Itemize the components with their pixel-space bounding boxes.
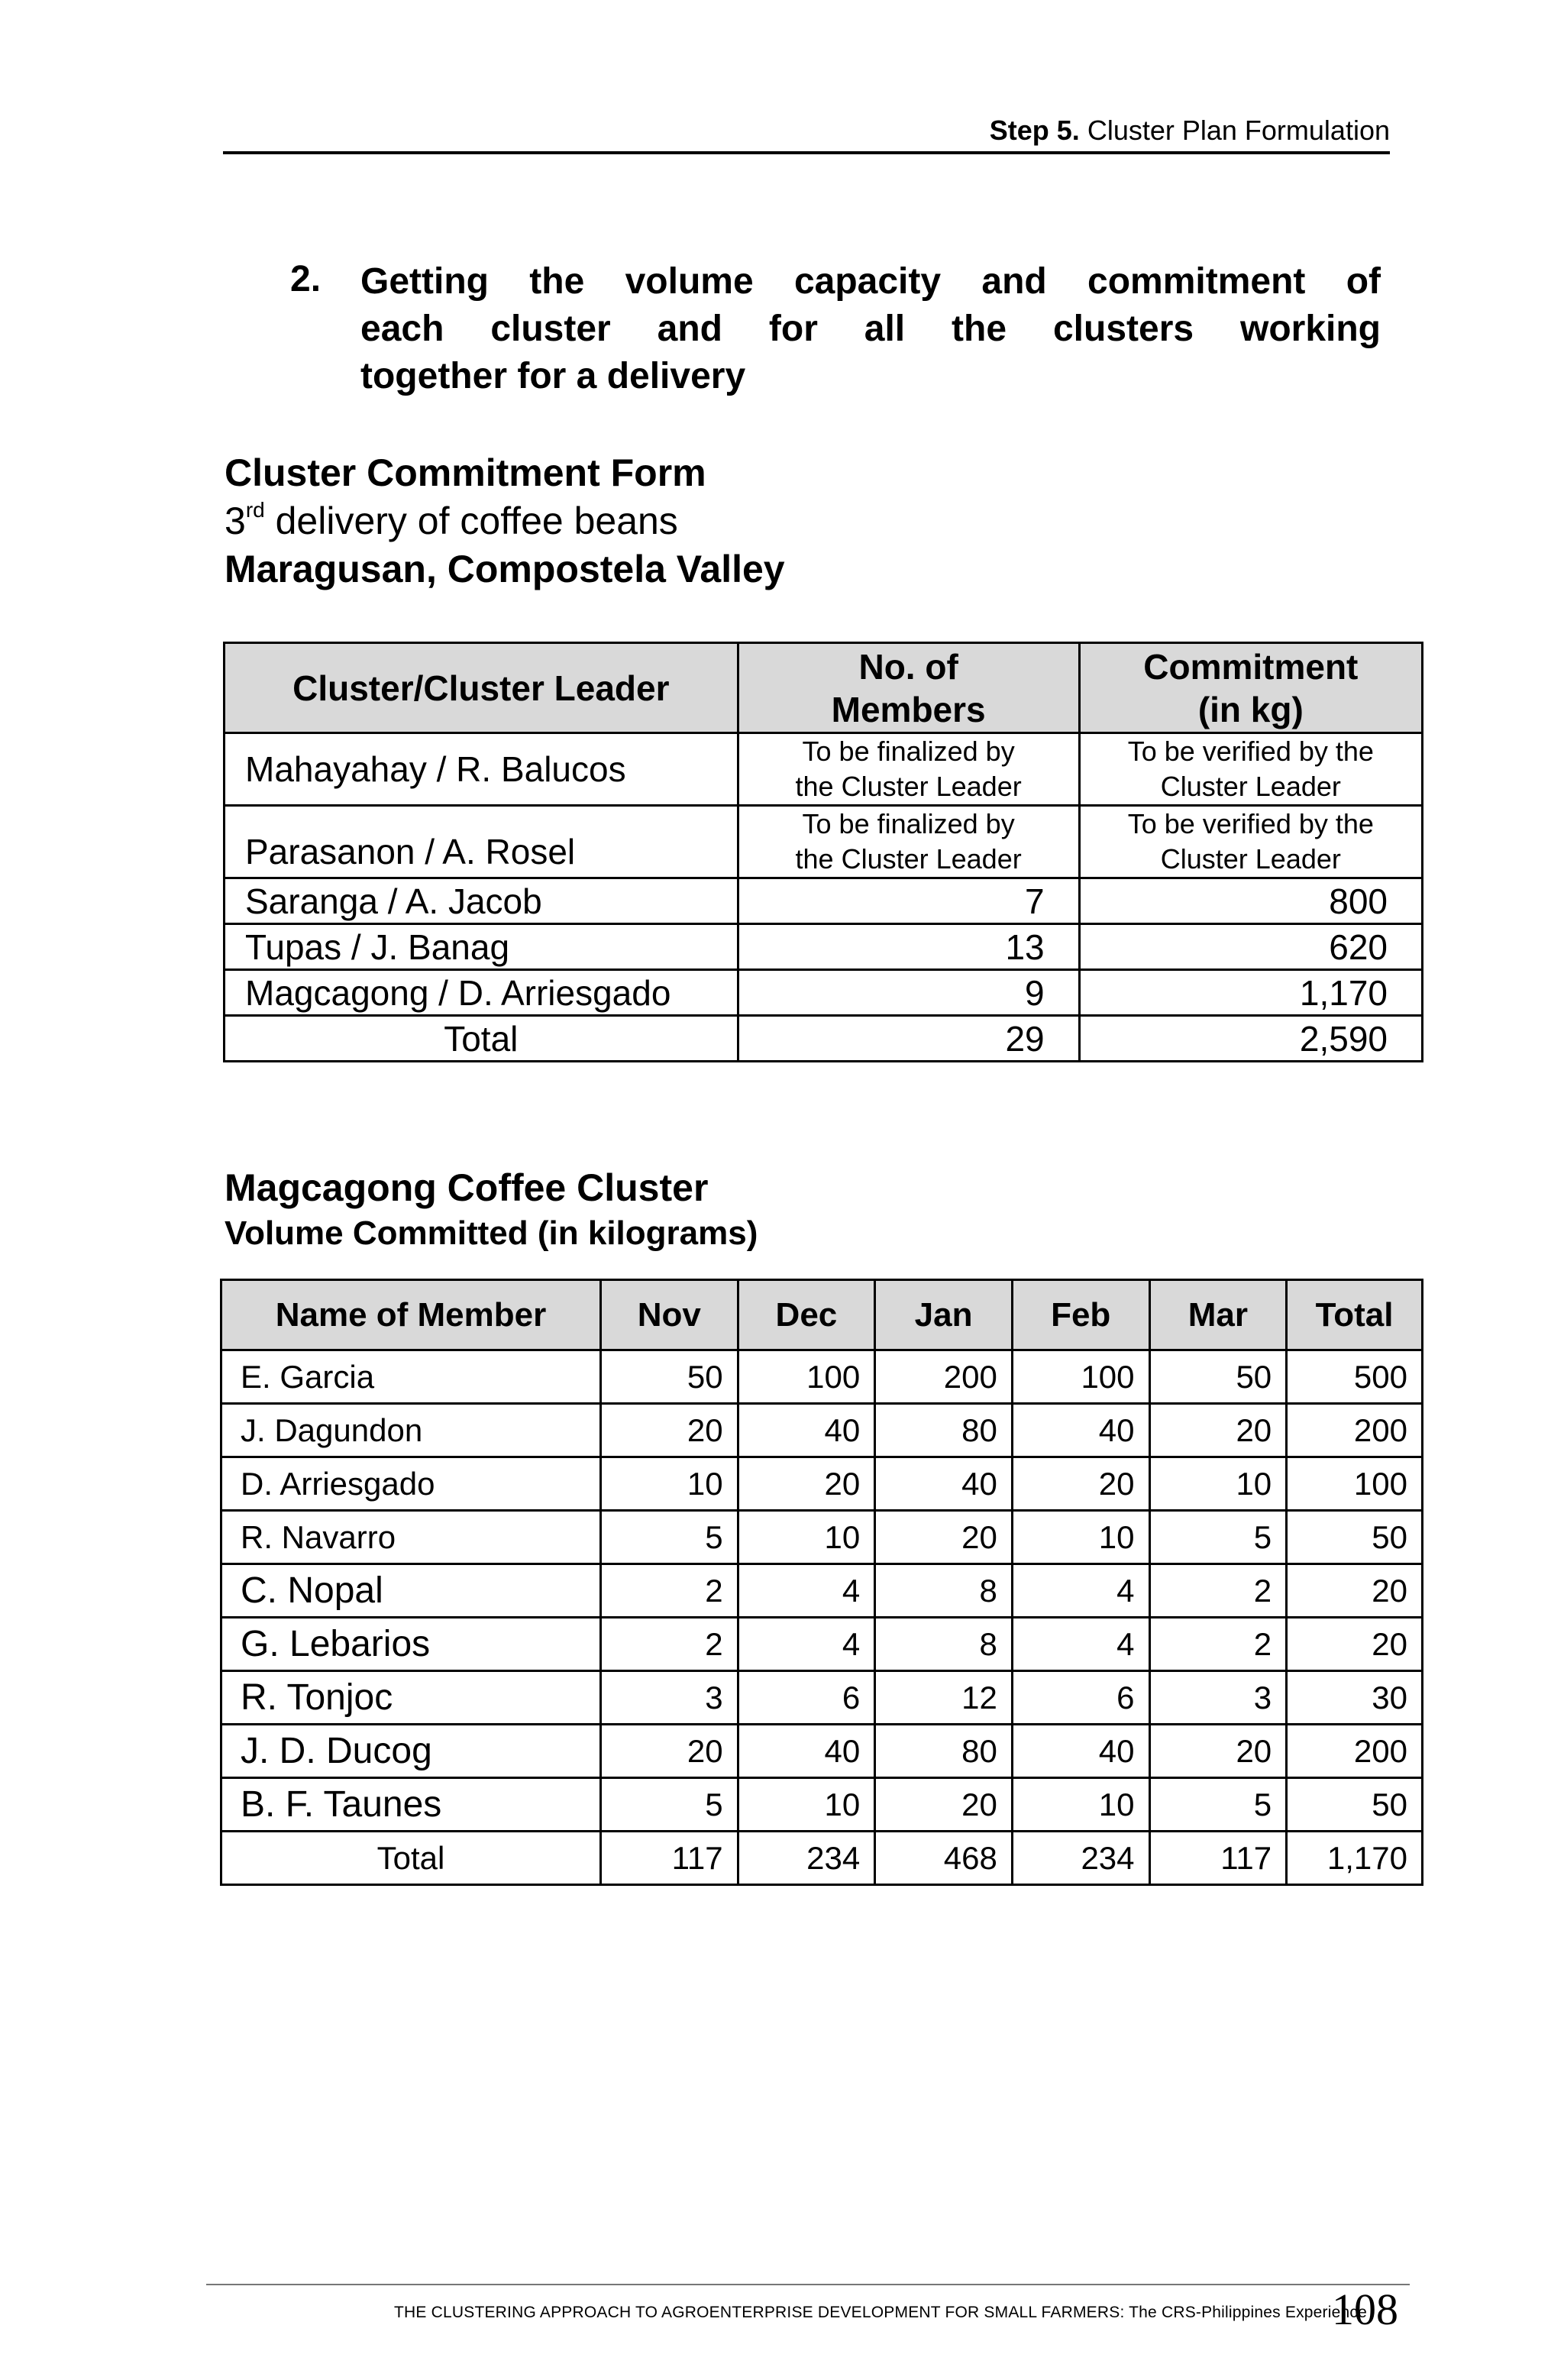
month-value: 4 xyxy=(738,1564,875,1618)
month-value: 10 xyxy=(1012,1511,1149,1564)
header-month: Dec xyxy=(738,1280,875,1350)
commitment-cell: 620 xyxy=(1079,924,1422,970)
month-value: 80 xyxy=(875,1725,1013,1778)
month-value: 50 xyxy=(600,1350,738,1404)
cluster-name: Parasanon / A. Rosel xyxy=(225,806,738,878)
month-value: 10 xyxy=(1149,1457,1287,1511)
page-number: 108 xyxy=(1332,2285,1398,2334)
cluster-name: Magcagong / D. Arriesgado xyxy=(225,970,738,1016)
commitment-cell: 1,170 xyxy=(1079,970,1422,1016)
month-value: 5 xyxy=(600,1511,738,1564)
row-total: 200 xyxy=(1287,1725,1423,1778)
month-value: 3 xyxy=(1149,1671,1287,1725)
table-header-row xyxy=(225,643,1423,733)
month-value: 10 xyxy=(600,1457,738,1511)
header-members xyxy=(738,643,1079,733)
member-name: J. D. Ducog xyxy=(221,1725,601,1778)
month-value: 40 xyxy=(738,1725,875,1778)
member-name: G. Lebarios xyxy=(221,1618,601,1671)
cell-line: Cluster Leader xyxy=(1160,843,1341,875)
table-row xyxy=(221,1350,1423,1404)
table-row xyxy=(221,1618,1423,1671)
cluster-commitment-table xyxy=(223,642,1423,1062)
month-value: 10 xyxy=(738,1778,875,1832)
table-row xyxy=(225,806,1423,878)
month-value: 20 xyxy=(1149,1725,1287,1778)
cell-line: the Cluster Leader xyxy=(795,771,1022,802)
header-line: No. of xyxy=(858,646,958,687)
row-total: 200 xyxy=(1287,1404,1423,1457)
month-value: 40 xyxy=(875,1457,1013,1511)
cell-line: the Cluster Leader xyxy=(795,843,1022,875)
header-commitment xyxy=(1079,643,1422,733)
commitment-cell xyxy=(1079,806,1422,878)
cell-line: To be finalized by xyxy=(802,736,1015,767)
commitment-cell xyxy=(1079,733,1422,806)
month-value: 6 xyxy=(1012,1671,1149,1725)
month-value: 200 xyxy=(875,1350,1013,1404)
table-row xyxy=(221,1564,1423,1618)
month-value: 100 xyxy=(738,1350,875,1404)
members-cell: 13 xyxy=(738,924,1079,970)
table-row xyxy=(221,1457,1423,1511)
form-title: Cluster Commitment Form xyxy=(225,451,706,494)
section-heading-line: each cluster and for all the clusters working xyxy=(360,309,1381,349)
month-value: 10 xyxy=(1012,1778,1149,1832)
form-subtitle xyxy=(225,498,678,543)
section-heading-line: Getting the volume capacity and commitment of xyxy=(360,261,1381,302)
month-value: 20 xyxy=(738,1457,875,1511)
cluster-name: Mahayahay / R. Balucos xyxy=(225,733,738,806)
table-header-row xyxy=(221,1280,1423,1350)
row-total: 30 xyxy=(1287,1671,1423,1725)
header-month: Mar xyxy=(1149,1280,1287,1350)
members-cell: 9 xyxy=(738,970,1079,1016)
month-value: 2 xyxy=(600,1618,738,1671)
header-line: (in kg) xyxy=(1197,689,1304,729)
ordinal-suffix: rd xyxy=(245,498,265,522)
step-title: Cluster Plan Formulation xyxy=(1087,115,1390,146)
header-line: Commitment xyxy=(1143,646,1359,687)
cell-line: To be finalized by xyxy=(802,808,1015,839)
header-month: Nov xyxy=(600,1280,738,1350)
row-total: 100 xyxy=(1287,1457,1423,1511)
members-cell xyxy=(738,733,1079,806)
member-name: R. Navarro xyxy=(221,1511,601,1564)
header-line: Members xyxy=(831,689,986,729)
month-value: 100 xyxy=(1012,1350,1149,1404)
cell-line: To be verified by the xyxy=(1127,736,1374,767)
member-name: D. Arriesgado xyxy=(221,1457,601,1511)
header-cluster-leader: Cluster/Cluster Leader xyxy=(225,643,738,733)
header-name: Name of Member xyxy=(221,1280,601,1350)
month-value: 5 xyxy=(1149,1778,1287,1832)
month-value: 8 xyxy=(875,1618,1013,1671)
table-row xyxy=(225,733,1423,806)
table-row xyxy=(225,924,1423,970)
total-value: 234 xyxy=(1012,1832,1149,1885)
month-value: 50 xyxy=(1149,1350,1287,1404)
member-name: E. Garcia xyxy=(221,1350,601,1404)
total-value: 117 xyxy=(1149,1832,1287,1885)
total-value: 234 xyxy=(738,1832,875,1885)
cluster-name: Tupas / J. Banag xyxy=(225,924,738,970)
month-value: 12 xyxy=(875,1671,1013,1725)
month-value: 2 xyxy=(1149,1564,1287,1618)
month-value: 20 xyxy=(600,1404,738,1457)
cluster-subtitle: Volume Committed (in kilograms) xyxy=(225,1214,758,1252)
member-name: J. Dagundon xyxy=(221,1404,601,1457)
table-row xyxy=(225,970,1423,1016)
subtitle-text: delivery of coffee beans xyxy=(264,500,678,542)
month-value: 4 xyxy=(1012,1618,1149,1671)
member-name: B. F. Taunes xyxy=(221,1778,601,1832)
footer-divider xyxy=(206,2284,1410,2285)
members-cell xyxy=(738,806,1079,878)
section-heading-line: together for a delivery xyxy=(360,356,746,396)
month-value: 40 xyxy=(1012,1404,1149,1457)
header-month: Feb xyxy=(1012,1280,1149,1350)
month-value: 3 xyxy=(600,1671,738,1725)
table-row xyxy=(221,1778,1423,1832)
grand-total: 1,170 xyxy=(1287,1832,1423,1885)
member-volume-table xyxy=(220,1279,1423,1886)
total-row xyxy=(221,1832,1423,1885)
month-value: 20 xyxy=(1012,1457,1149,1511)
row-total: 50 xyxy=(1287,1778,1423,1832)
month-value: 5 xyxy=(600,1778,738,1832)
month-value: 4 xyxy=(1012,1564,1149,1618)
cell-line: To be verified by the xyxy=(1127,808,1374,839)
ordinal-number: 3 xyxy=(225,500,246,542)
members-cell: 7 xyxy=(738,878,1079,924)
total-label: Total xyxy=(221,1832,601,1885)
cell-line: Cluster Leader xyxy=(1160,771,1341,802)
section-number: 2. xyxy=(290,259,322,299)
section-heading xyxy=(360,258,1381,400)
month-value: 20 xyxy=(600,1725,738,1778)
table-row xyxy=(225,878,1423,924)
table-row xyxy=(221,1725,1423,1778)
cluster-title: Magcagong Coffee Cluster xyxy=(225,1166,709,1209)
total-commitment: 2,590 xyxy=(1079,1016,1422,1062)
month-value: 20 xyxy=(875,1511,1013,1564)
month-value: 4 xyxy=(738,1618,875,1671)
footer-text: THE CLUSTERING APPROACH TO AGROENTERPRISE DEVELOPMENT FOR SMALL FARMERS: The CRS-Philippines Experience xyxy=(394,2304,1367,2321)
month-value: 5 xyxy=(1149,1511,1287,1564)
row-total: 20 xyxy=(1287,1564,1423,1618)
total-value: 468 xyxy=(875,1832,1013,1885)
member-name: C. Nopal xyxy=(221,1564,601,1618)
row-total: 50 xyxy=(1287,1511,1423,1564)
member-name: R. Tonjoc xyxy=(221,1671,601,1725)
month-value: 2 xyxy=(600,1564,738,1618)
table-row xyxy=(221,1404,1423,1457)
total-label: Total xyxy=(225,1016,738,1062)
month-value: 20 xyxy=(1149,1404,1287,1457)
month-value: 10 xyxy=(738,1511,875,1564)
total-row xyxy=(225,1016,1423,1062)
header-total: Total xyxy=(1287,1280,1423,1350)
month-value: 20 xyxy=(875,1778,1013,1832)
cluster-name: Saranga / A. Jacob xyxy=(225,878,738,924)
total-value: 117 xyxy=(600,1832,738,1885)
table-row xyxy=(221,1671,1423,1725)
form-location: Maragusan, Compostela Valley xyxy=(225,548,785,590)
month-value: 8 xyxy=(875,1564,1013,1618)
row-total: 500 xyxy=(1287,1350,1423,1404)
table-row xyxy=(221,1511,1423,1564)
month-value: 40 xyxy=(1012,1725,1149,1778)
total-members: 29 xyxy=(738,1016,1079,1062)
step-number: Step 5. xyxy=(989,115,1080,146)
row-total: 20 xyxy=(1287,1618,1423,1671)
commitment-cell: 800 xyxy=(1079,878,1422,924)
month-value: 40 xyxy=(738,1404,875,1457)
month-value: 6 xyxy=(738,1671,875,1725)
header-month: Jan xyxy=(875,1280,1013,1350)
month-value: 2 xyxy=(1149,1618,1287,1671)
month-value: 80 xyxy=(875,1404,1013,1457)
running-header xyxy=(223,115,1390,154)
